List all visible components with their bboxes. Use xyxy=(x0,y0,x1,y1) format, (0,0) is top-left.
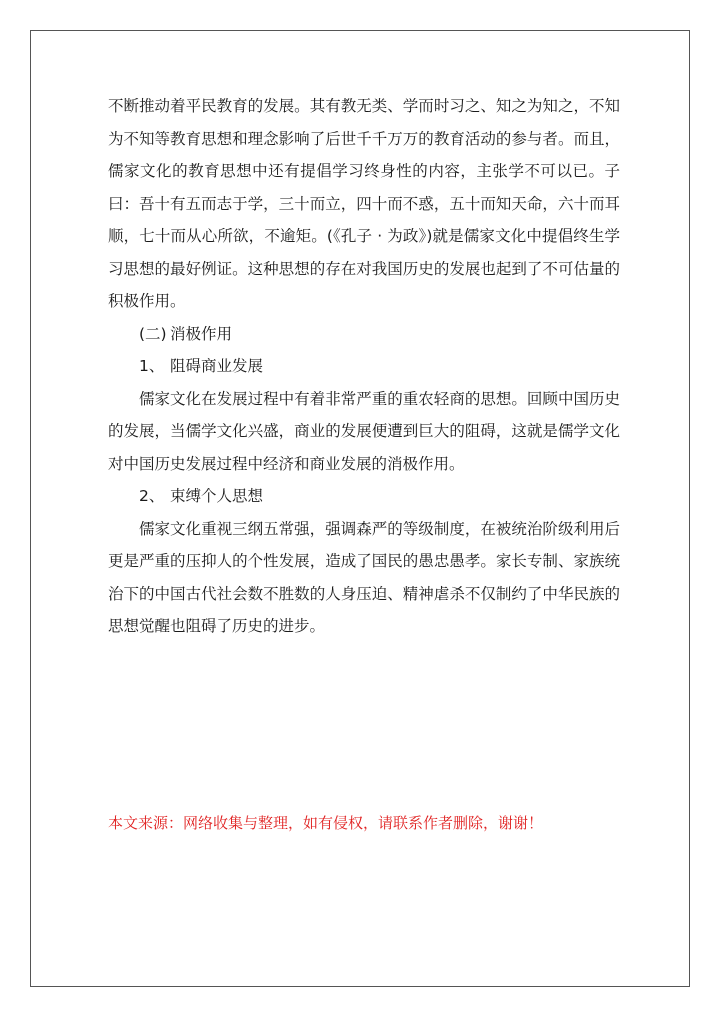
subsection-title: 阻碍商业发展 xyxy=(170,357,264,375)
paragraph-commerce: 儒家文化在发展过程中有着非常严重的重农轻商的思想。回顾中国历史的发展，当儒学文化兴盛，商业的发展便遭到巨大的阻碍，这就是儒学文化对中国历史发展过程中经济和商业发展的消极作用。 xyxy=(108,389,620,473)
paragraph-education-thought: 不断推动着平民教育的发展。其有教无类、学而时习之、知之为知之，不知为不知等教育思想和理念影响了后世千千万万的教育活动的参与者。而且，儒家文化的教育思想中还有提倡学习终身性的内容，主张学不可以已。子曰：吾十有五而志于学，三十而立，四十而不惑，五十而知天命，六十而耳顺，七十而从心所欲，不逾矩。(《孔子 · 为政》)就是儒家文化中提倡终生学习思想的最好例证。这种思想的存在对我国历史的发展也起到了不可估量的积极作用。 xyxy=(108,97,620,310)
subsection-number: 2、 xyxy=(139,487,165,505)
section-heading-negative-effects xyxy=(108,318,620,351)
subsection-title: 束缚个人思想 xyxy=(170,487,264,505)
section-title: 消极作用 xyxy=(170,324,233,343)
subsection-heading-thought xyxy=(108,480,620,513)
document-body xyxy=(108,90,620,643)
section-number: (二) xyxy=(139,324,167,343)
paragraph-thought-constraint: 儒家文化重视三纲五常强，强调森严的等级制度，在被统治阶级利用后更是严重的压抑人的个性发展，造成了国民的愚忠愚孝。家长专制、家族统治下的中国古代社会数不胜数的人身压迫、精神虐杀不仅制约了中华民族的思想觉醒也阻碍了历史的进步。 xyxy=(108,519,620,635)
source-note: 本文来源：网络收集与整理，如有侵权，请联系作者删除，谢谢！ xyxy=(108,814,544,832)
subsection-number: 1、 xyxy=(139,357,165,375)
subsection-heading-commerce xyxy=(108,350,620,383)
